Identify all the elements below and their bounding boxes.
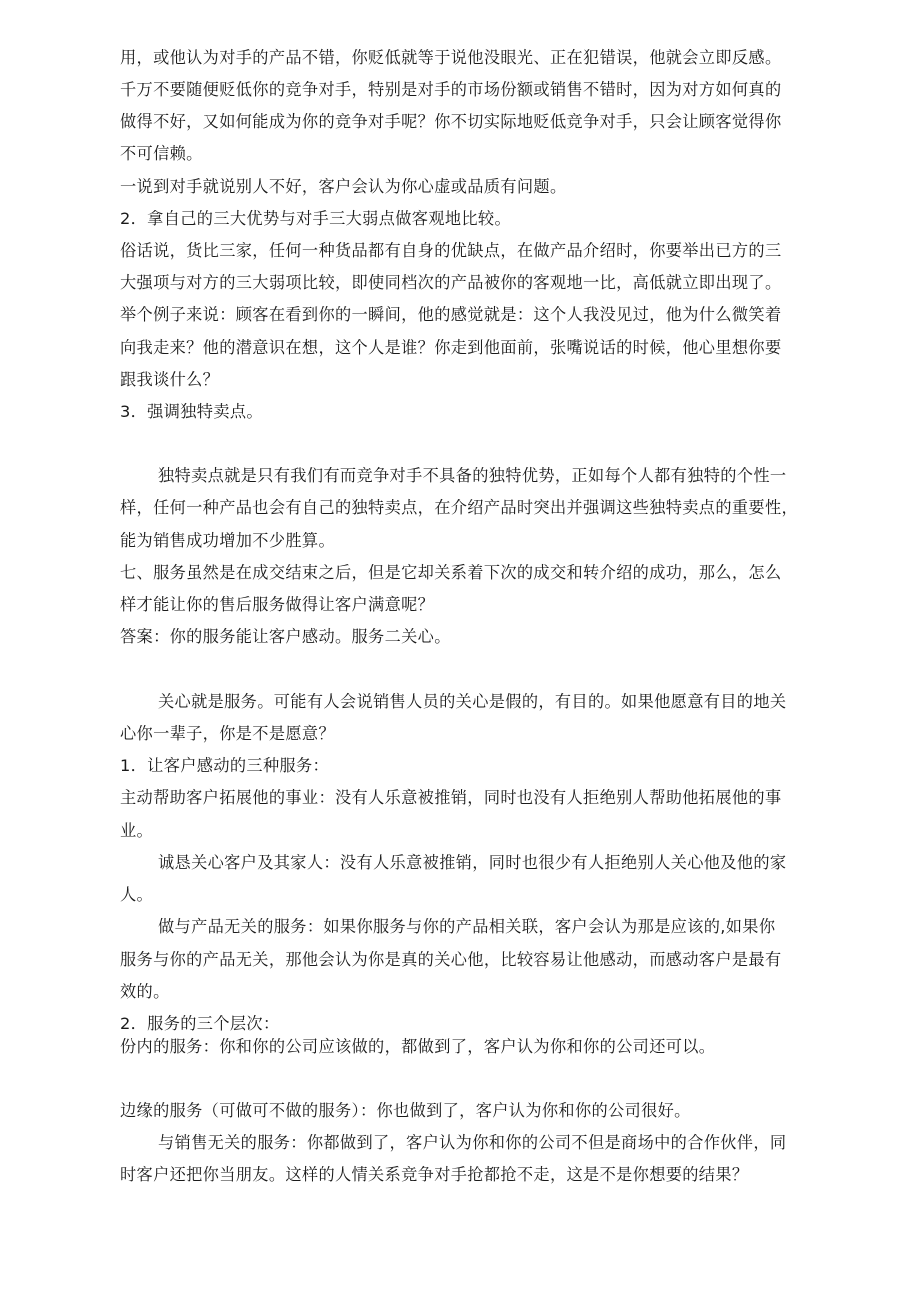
text-line: 答案：你的服务能让客户感动。服务二关心。 [120,627,451,646]
text-line: 与销售无关的服务：你都做到了，客户认为你和你的公司不但是商场中的合作伙伴，同 [158,1133,787,1152]
text-line: 边缘的服务（可做可不做的服务）：你也做到了，客户认为你和你的公司很好。 [120,1101,691,1120]
text-line: 份内的服务：你和你的公司应该做的，都做到了，客户认为你和你的公司还可以。 [120,1037,716,1056]
text-line: 诚恳关心客户及其家人：没有人乐意被推销，同时也很少有人拒绝别人关心他及他的家 [158,853,787,872]
text-line: 主动帮助客户拓展他的事业：没有人乐意被推销，同时也没有人拒绝别人帮助他拓展他的事 [120,788,782,807]
section-heading: 七、服务虽然是在成交结束之后，但是它却关系着下次的成交和转介绍的成功，那么，怎么 [120,563,782,582]
text-line: 心你一辈子，你是不是愿意？ [120,724,335,743]
text-line: 不可信赖。 [120,144,203,163]
list-heading: 2．服务的三个层次： [120,1014,280,1033]
text-line: 样，任何一种产品也会有自己的独特卖点，在介绍产品时突出并强调这些独特卖点的重要性， [120,498,799,517]
text-line: 业。 [120,821,154,840]
list-heading: 3．强调独特卖点。 [120,402,263,421]
text-line: 做与产品无关的服务：如果你服务与你的产品相关联，客户会认为那是应该的,如果你 [158,917,776,936]
text-line: 千万不要随便贬低你的竞争对手，特别是对手的市场份额或销售不错时，因为对方如何真的 [120,80,782,99]
text-line: 做得不好，又如何能成为你的竞争对手呢？你不切实际地贬低竞争对手，只会让顾客觉得你 [120,112,782,131]
text-line: 效的。 [120,982,170,1001]
text-line: 服务与你的产品无关，那他会认为你是真的关心他，比较容易让他感动，而感动客户是最有 [120,950,782,969]
text-line: 大强项与对方的三大弱项比较，即使同档次的产品被你的客观地一比，高低就立即出现了。 [120,273,782,292]
list-heading: 2．拿自己的三大优势与对手三大弱点做客观地比较。 [120,209,512,228]
list-heading: 1．让客户感动的三种服务： [120,756,330,775]
text-line: 俗话说，货比三家，任何一种货品都有自身的优缺点，在做产品介绍时，你要举出已方的三 [120,241,782,260]
text-line: 样才能让你的售后服务做得让客户满意呢？ [120,595,435,614]
text-line: 关心就是服务。可能有人会说销售人员的关心是假的，有目的。如果他愿意有目的地关 [158,692,787,711]
text-line: 一说到对手就说别人不好，客户会认为你心虚或品质有问题。 [120,177,567,196]
text-line: 跟我谈什么？ [120,370,220,389]
text-line: 时客户还把你当朋友。这样的人情关系竞争对手抢都抢不走，这是不是你想要的结果？ [120,1165,749,1184]
text-line: 独特卖点就是只有我们有而竞争对手不具备的独特优势，正如每个人都有独特的个性一 [158,466,787,485]
text-line: 举个例子来说：顾客在看到你的一瞬间，他的感觉就是：这个人我没见过，他为什么微笑着 [120,305,782,324]
text-line: 用，或他认为对手的产品不错，你贬低就等于说他没眼光、正在犯错误，他就会立即反感。 [120,48,782,67]
text-line: 向我走来？他的潜意识在想，这个人是谁？你走到他面前，张嘴说话的时候，他心里想你要 [120,338,782,357]
text-line: 人。 [120,885,154,904]
text-line: 能为销售成功增加不少胜算。 [120,531,335,550]
